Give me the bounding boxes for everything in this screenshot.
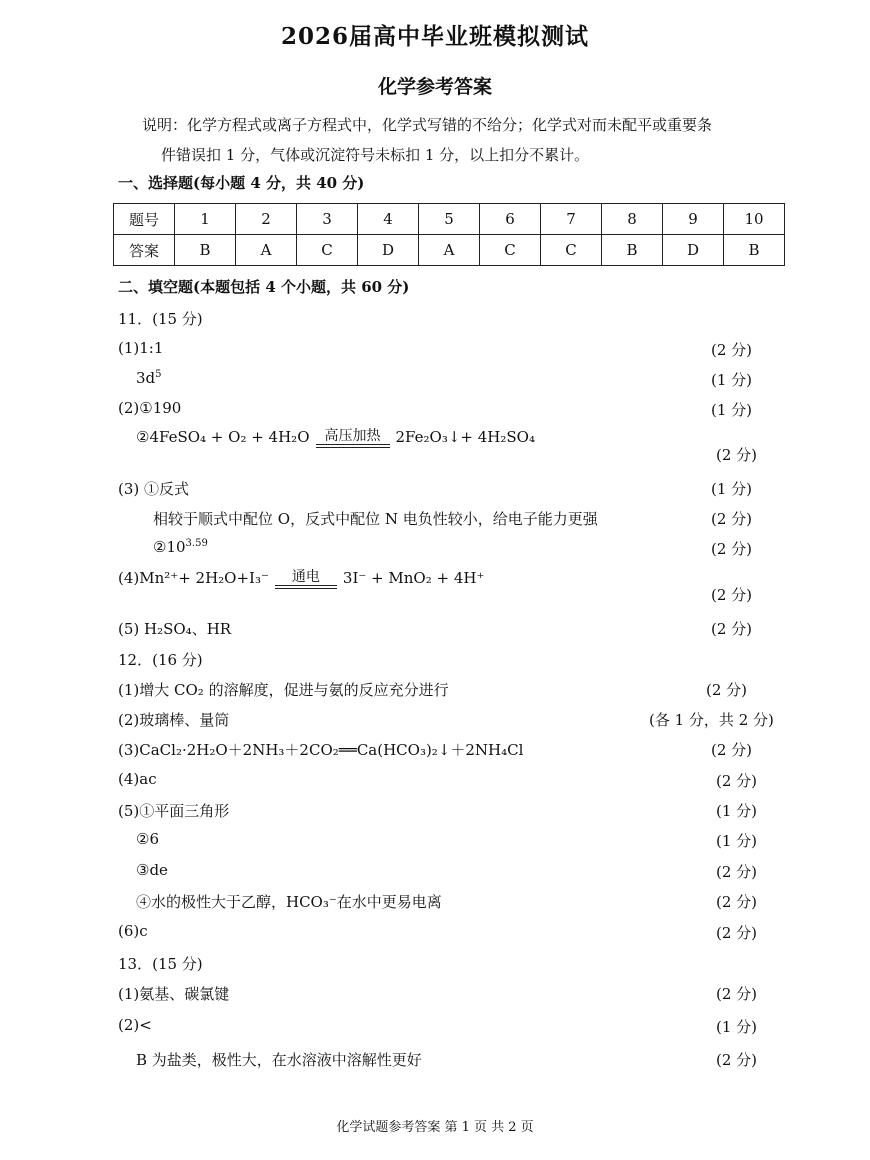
q11-points-9: (2 分)	[711, 620, 753, 638]
q11-equation-2	[118, 569, 484, 589]
q11-points-2: (1 分)	[711, 371, 753, 389]
question-number: 3	[297, 204, 358, 235]
q13-answer-1: (1)氨基、碳氯键	[118, 985, 230, 1003]
equals-arrow-icon	[275, 585, 337, 589]
answer-cell: B	[175, 235, 236, 266]
answer-cell: D	[663, 235, 724, 266]
q12-points-2: (各 1 分，共 2 分)	[649, 711, 774, 729]
q11-answer-electron-config	[136, 369, 162, 387]
q12-header: 12．(16 分)	[118, 651, 203, 669]
q12-points-7: (2 分)	[716, 863, 758, 881]
section-2-heading: 二、填空题(本题包括 4 个小题，共 60 分)	[118, 278, 410, 296]
answer-cell: A	[236, 235, 297, 266]
q11-power-base: ②10	[153, 538, 186, 556]
q12-answer-9: (6)c	[118, 922, 148, 940]
answer-cell: B	[602, 235, 663, 266]
question-number: 4	[358, 204, 419, 235]
table-header-answer: 答案	[114, 235, 175, 266]
q11-eq2-condition: 通电	[291, 569, 320, 585]
q12-answer-6: ②6	[136, 830, 159, 848]
answer-table-number-row	[114, 204, 785, 235]
answer-cell: D	[358, 235, 419, 266]
question-number: 2	[236, 204, 297, 235]
q12-answer-5: (5)①平面三角形	[118, 802, 230, 820]
answer-cell: C	[297, 235, 358, 266]
answer-table-answer-row	[114, 235, 785, 266]
q11-answer-7	[153, 538, 208, 556]
q12-points-1: (2 分)	[706, 681, 748, 699]
q12-answer-3: (3)CaCl₂·2H₂O＋2NH₃＋2CO₂══Ca(HCO₃)₂↓＋2NH₄Cl	[118, 741, 524, 759]
answer-table	[113, 203, 785, 266]
q11-points-6: (2 分)	[711, 510, 753, 528]
q12-answer-2: (2)玻璃棒、量筒	[118, 711, 230, 729]
q12-answer-1: (1)增大 CO₂ 的溶解度，促进与氨的反应充分进行	[118, 681, 449, 699]
answer-cell: B	[724, 235, 785, 266]
q11-answer-1: (1)1:1	[118, 339, 164, 357]
q13-points-2: (1 分)	[716, 1018, 758, 1036]
q11-eq1-condition-arrow	[316, 428, 390, 448]
q11-eq2-products: 3I⁻ + MnO₂ + 4H⁺	[342, 569, 485, 587]
q12-points-4: (2 分)	[716, 772, 758, 790]
page-subtitle: 化学参考答案	[377, 76, 492, 98]
answer-cell: C	[480, 235, 541, 266]
q11-eq1-condition: 高压加热	[324, 428, 381, 444]
q11-eq1-reactants: ②4FeSO₄ + O₂ + 4H₂O	[136, 428, 310, 446]
q11-points-1: (2 分)	[711, 341, 753, 359]
q11-eq2-reactants: (4)Mn²⁺+ 2H₂O+I₃⁻	[118, 569, 269, 587]
page-title: 2026届高中毕业班模拟测试	[280, 23, 589, 50]
grading-note-line-2: 件错误扣 1 分，气体或沉淀符号未标扣 1 分，以上扣分不累计。	[161, 146, 590, 164]
q11-eq2-condition-arrow	[275, 569, 337, 589]
q13-header: 13．(15 分)	[118, 955, 203, 973]
q12-answer-4: (4)ac	[118, 770, 157, 788]
q11-answer-5: (3) ①反式	[118, 480, 190, 498]
q11-equation-1	[136, 428, 535, 448]
q13-points-1: (2 分)	[716, 985, 758, 1003]
q11-answer-3: (2)①190	[118, 399, 182, 417]
q11-config-exponent: 5	[155, 369, 162, 380]
question-number: 8	[602, 204, 663, 235]
question-number: 7	[541, 204, 602, 235]
q12-points-8: (2 分)	[716, 893, 758, 911]
q11-config-base: 3d	[136, 369, 156, 387]
q11-points-4: (2 分)	[716, 446, 758, 464]
q12-answer-8: ④水的极性大于乙醇，HCO₃⁻在水中更易电离	[136, 893, 442, 911]
page-footer: 化学试题参考答案 第 1 页 共 2 页	[336, 1120, 534, 1135]
question-number: 6	[480, 204, 541, 235]
question-number: 1	[175, 204, 236, 235]
question-number: 9	[663, 204, 724, 235]
question-number: 5	[419, 204, 480, 235]
q12-points-3: (2 分)	[711, 741, 753, 759]
q11-power-exponent: 3.59	[185, 538, 208, 549]
q13-answer-3: B 为盐类，极性大，在水溶液中溶解性更好	[136, 1051, 422, 1069]
q12-points-9: (2 分)	[716, 924, 758, 942]
q11-answer-9: (5) H₂SO₄、HR	[118, 620, 232, 638]
q12-points-6: (1 分)	[716, 832, 758, 850]
grading-note-line-1: 说明：化学方程式或离子方程式中，化学式写错的不给分；化学式对而未配平或重要条	[142, 116, 713, 134]
q11-points-5: (1 分)	[711, 480, 753, 498]
q11-points-7: (2 分)	[711, 540, 753, 558]
q11-answer-6: 相较于顺式中配位 O，反式中配位 N 电负性较小，给电子能力更强	[153, 510, 598, 528]
equals-arrow-icon	[316, 444, 390, 448]
q11-points-3: (1 分)	[711, 401, 753, 419]
answer-cell: A	[419, 235, 480, 266]
q13-answer-2: (2)<	[118, 1016, 152, 1034]
answer-cell: C	[541, 235, 602, 266]
question-number: 10	[724, 204, 785, 235]
q11-points-8: (2 分)	[711, 586, 753, 604]
q11-eq1-products: 2Fe₂O₃↓+ 4H₂SO₄	[395, 428, 535, 446]
section-1-heading: 一、选择题(每小题 4 分，共 40 分)	[118, 174, 365, 192]
q13-points-3: (2 分)	[716, 1051, 758, 1069]
q12-answer-7: ③de	[136, 861, 168, 879]
table-header-number: 题号	[114, 204, 175, 235]
q12-points-5: (1 分)	[716, 802, 758, 820]
q11-header: 11．(15 分)	[118, 310, 203, 328]
